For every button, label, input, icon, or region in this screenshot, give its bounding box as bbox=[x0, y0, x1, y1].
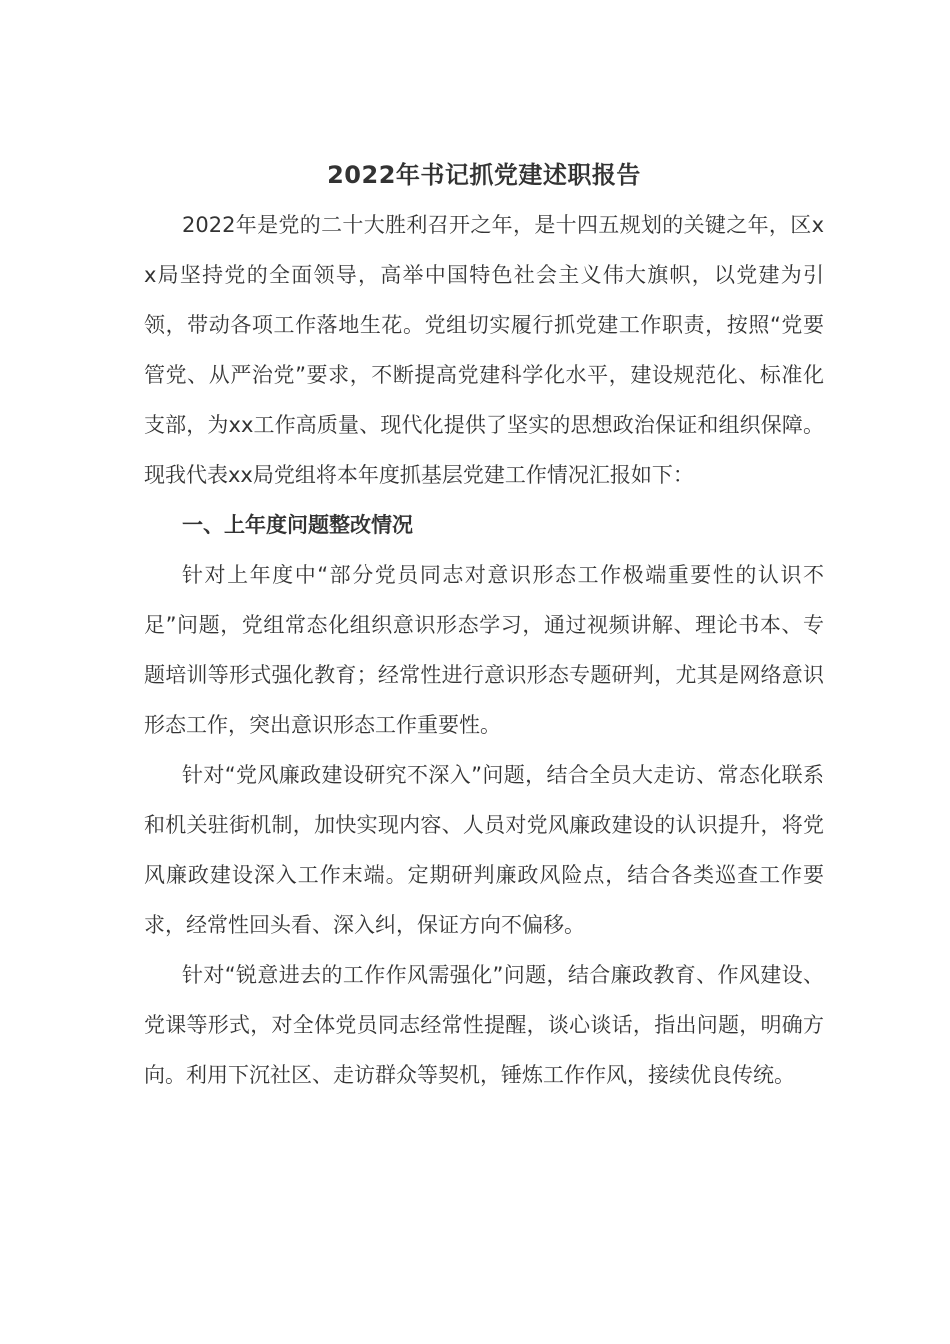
section-paragraph: 针对“党风廉政建设研究不深入”问题，结合全员大走访、常态化联系和机关驻街机制，加快实现内容、人员对党风廉政建设的认识提升，将党风廉政建设深入工作末端。定期研判廉政风险点，结合各类巡查工作要求，经常性回头看、深入纠，保证方向不偏移。 bbox=[144, 763, 824, 937]
document-title: 2022年书记抓党建述职报告 bbox=[327, 161, 641, 189]
section-heading: 一、上年度问题整改情况 bbox=[182, 513, 413, 537]
intro-paragraph: 2022年是党的二十大胜利召开之年，是十四五规划的关键之年，区xx局坚持党的全面领导，高举中国特色社会主义伟大旗帜，以党建为引领，带动各项工作落地生花。党组切实履行抓党建工作职责，按照“党要管党、从严治党”要求，不断提高党建科学化水平，建设规范化、标准化支部，为xx工作高质量、现代化提供了坚实的思想政治保证和组织保障。现我代表xx局党组将本年度抓基层党建工作情况汇报如下： bbox=[144, 213, 824, 487]
document-body bbox=[144, 150, 824, 1100]
section-paragraph: 针对“锐意进去的工作作风需强化”问题，结合廉政教育、作风建设、党课等形式，对全体党员同志经常性提醒，谈心谈话，指出问题，明确方向。利用下沉社区、走访群众等契机，锤炼工作作风，接续优良传统。 bbox=[144, 963, 824, 1087]
section-paragraph: 针对上年度中“部分党员同志对意识形态工作极端重要性的认识不足”问题，党组常态化组织意识形态学习，通过视频讲解、理论书本、专题培训等形式强化教育；经常性进行意识形态专题研判，尤其是网络意识形态工作，突出意识形态工作重要性。 bbox=[144, 563, 824, 737]
